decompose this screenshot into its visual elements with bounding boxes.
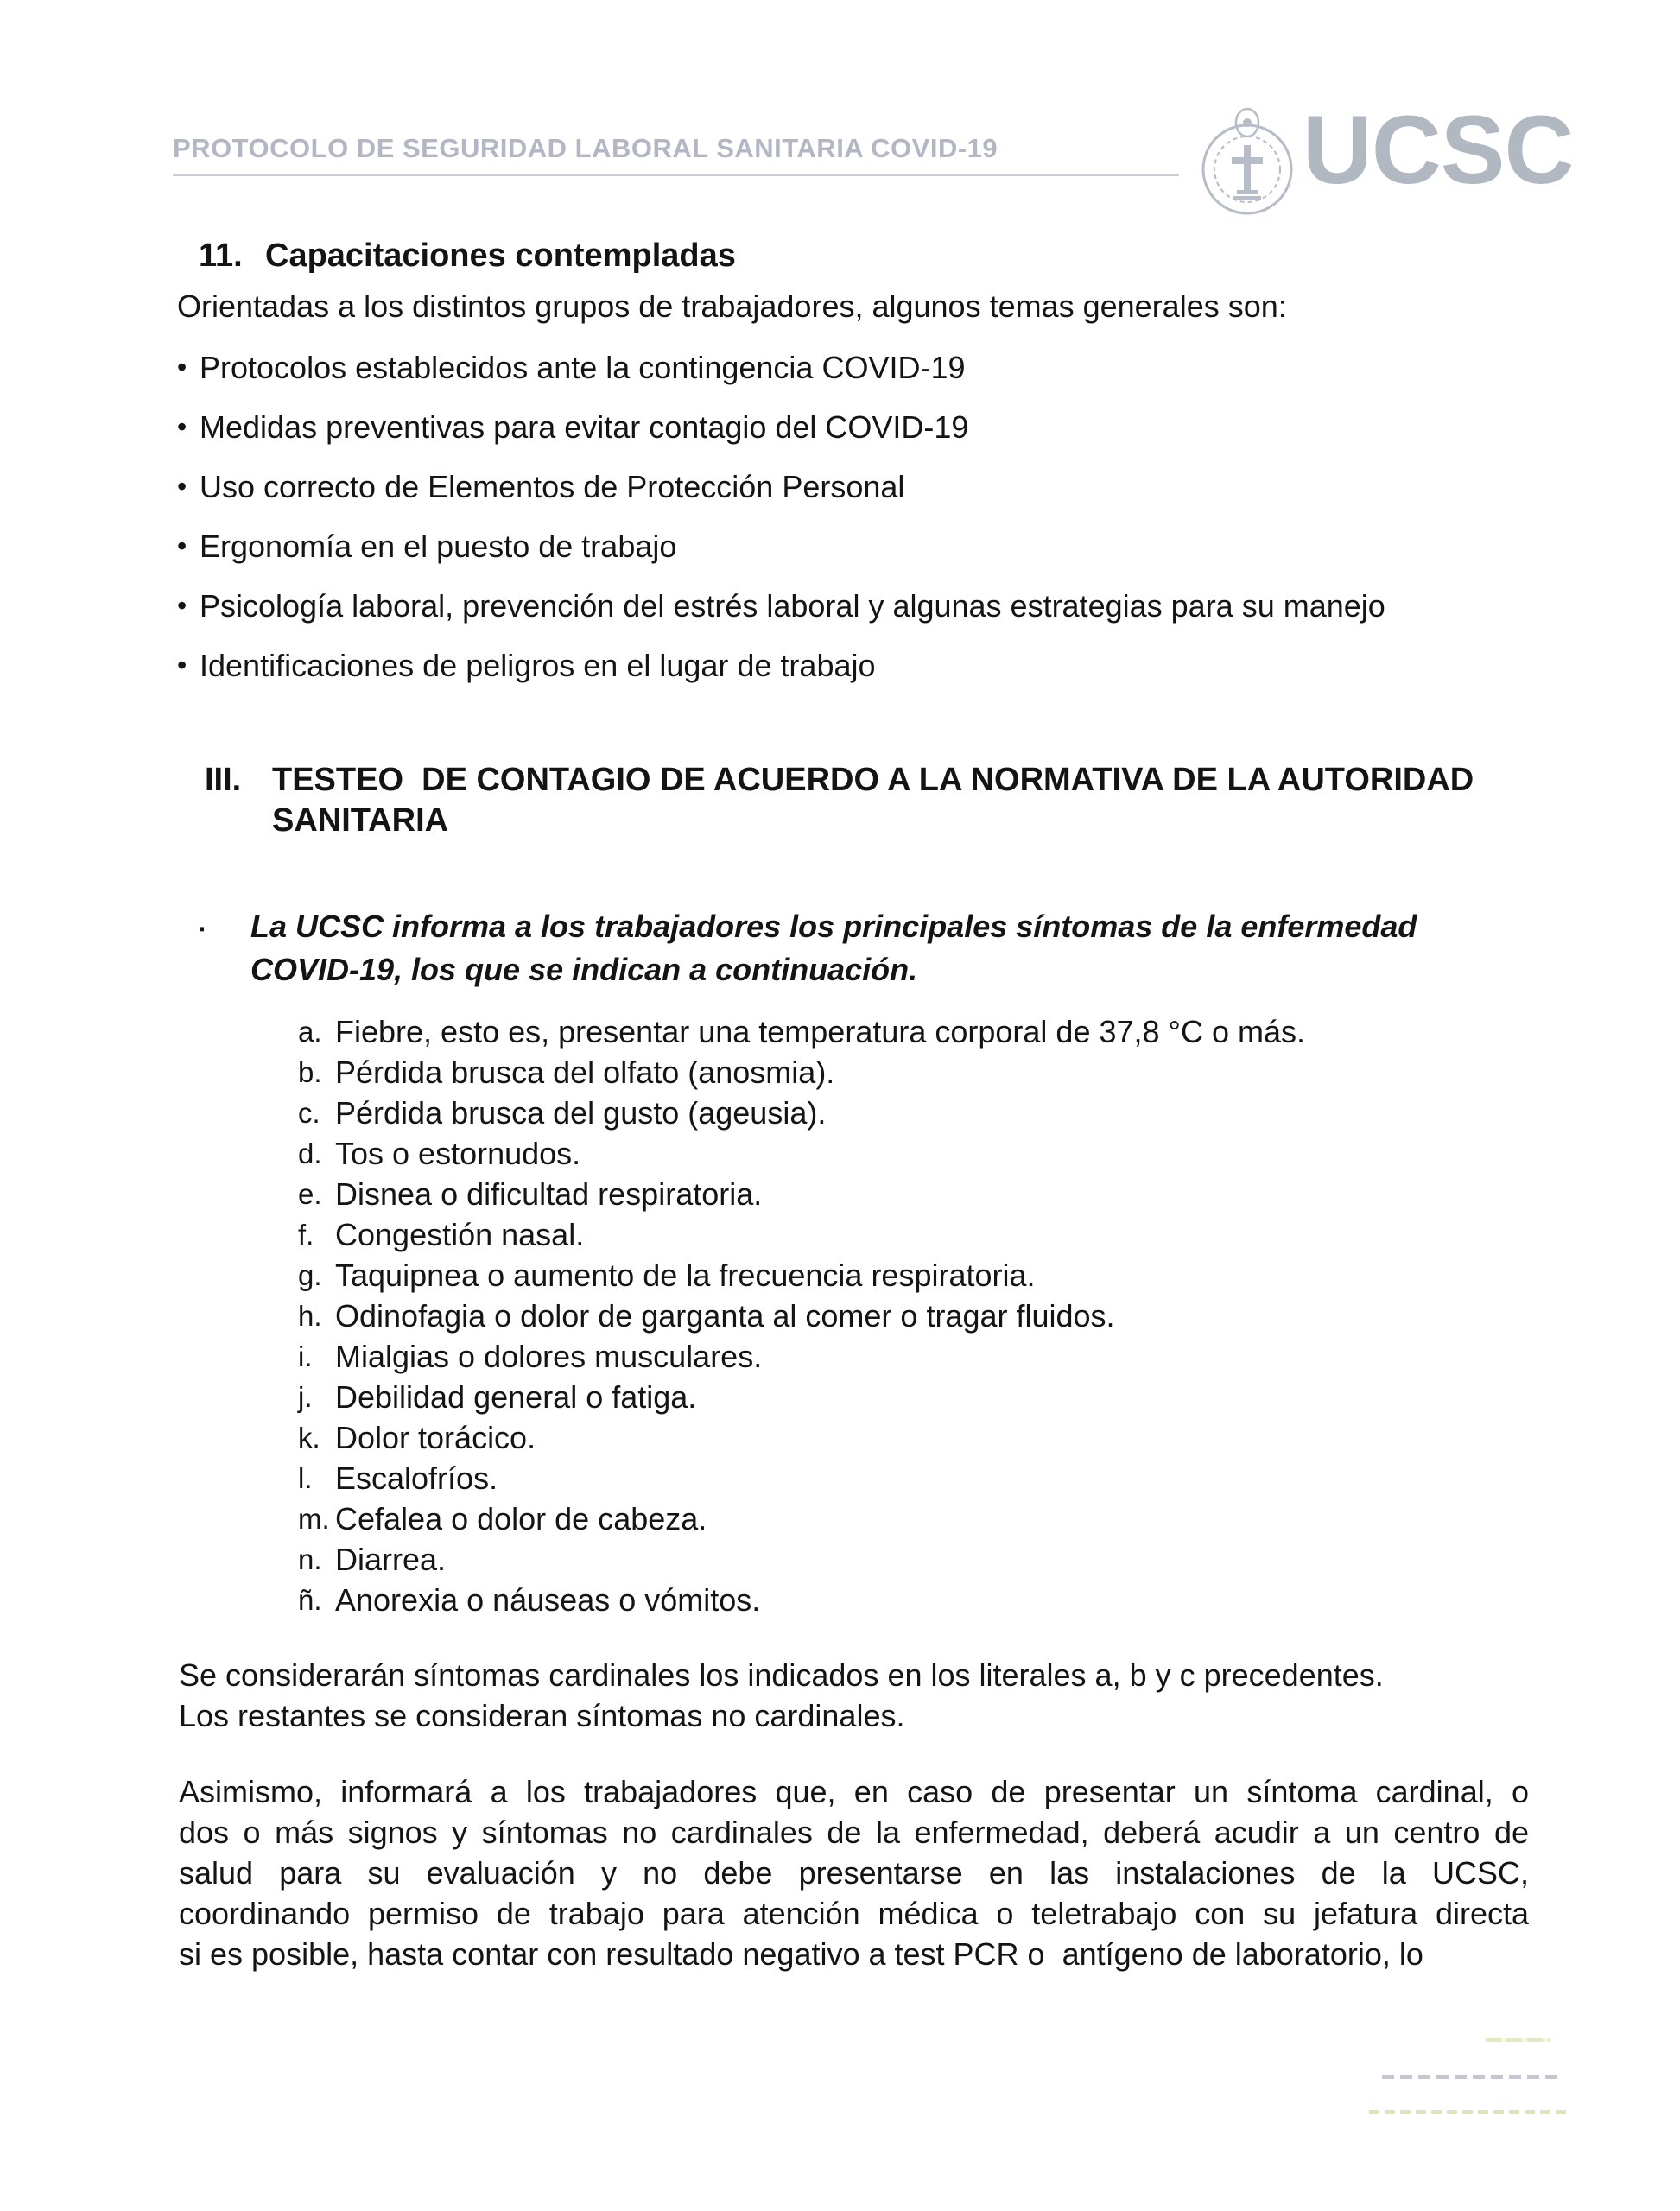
page-header-title: PROTOCOLO DE SEGURIDAD LABORAL SANITARIA COVID-19: [173, 133, 998, 163]
asimismo-paragraph: [179, 1771, 1529, 1974]
symptom-letter-marker: f.: [298, 1219, 314, 1251]
cardinales-paragraph: [179, 1655, 1529, 1736]
capacitaciones-intro-paragraph: Orientadas a los distintos grupos de trabajadores, algunos temas generales son:: [177, 288, 1287, 324]
section-iii-title-line: TESTEO DE CONTAGIO DE ACUERDO A LA NORMATIVA DE LA AUTORIDAD: [272, 762, 1474, 798]
bullet-icon: •: [177, 530, 187, 561]
symptom-text: Odinofagia o dolor de garganta al comer o tragar fluidos.: [335, 1298, 1115, 1334]
symptom-item: [298, 1255, 1305, 1296]
symptom-letter-marker: h.: [298, 1300, 322, 1332]
list-item: [177, 526, 1576, 567]
paragraph-line: si es posible, hasta contar con resultado negativo a test PCR o antígeno de laboratorio, lo: [179, 1936, 1423, 1972]
symptom-text: Cefalea o dolor de cabeza.: [335, 1501, 707, 1536]
list-item-text: Medidas preventivas para evitar contagio del COVID-19: [200, 409, 969, 445]
symptom-text: Pérdida brusca del olfato (anosmia).: [335, 1055, 835, 1090]
bullet-icon: •: [177, 649, 187, 681]
section-11-heading: [199, 236, 736, 276]
symptom-letter-marker: d.: [298, 1137, 322, 1169]
faded-stamp-mark: [1486, 2038, 1550, 2042]
paragraph-line: dos o más signos y síntomas no cardinales de la enfermedad, deberá acudir a un centro de: [179, 1815, 1529, 1850]
symptom-item: [298, 1377, 1305, 1417]
list-item: [177, 586, 1576, 626]
section-11-title: Capacitaciones contempladas: [265, 238, 736, 274]
symptom-text: Taquipnea o aumento de la frecuencia respiratoria.: [335, 1258, 1036, 1293]
paragraph-line: salud para su evaluación y no debe presentarse en las instalaciones de la UCSC,: [179, 1855, 1529, 1891]
symptom-letter-marker: k.: [298, 1422, 320, 1454]
symptom-item: [298, 1580, 1305, 1620]
lead-line: COVID-19, los que se indican a continuación.: [250, 952, 918, 987]
symptom-letter-marker: n.: [298, 1543, 322, 1575]
section-iii-title: [272, 760, 1474, 841]
list-item-text: Ergonomía en el puesto de trabajo: [200, 529, 677, 564]
list-item-text: Uso correcto de Elementos de Protección Personal: [200, 469, 905, 504]
list-item-text: Identificaciones de peligros en el lugar de trabajo: [200, 648, 876, 683]
symptom-item: [298, 1011, 1305, 1052]
symptom-item: [298, 1296, 1305, 1336]
symptom-letter-marker: j.: [298, 1381, 313, 1413]
symptoms-lead-statement: [199, 905, 1417, 991]
symptom-text: Fiebre, esto es, presentar una temperatura corporal de 37,8 °C o más.: [335, 1014, 1305, 1049]
symptom-item: [298, 1336, 1305, 1377]
list-item-text: Protocolos establecidos ante la contingencia COVID-19: [200, 350, 966, 385]
symptom-text: Congestión nasal.: [335, 1217, 585, 1252]
symptom-letter-marker: g.: [298, 1259, 322, 1291]
symptom-item: [298, 1458, 1305, 1498]
symptoms-lead-text: [250, 905, 1417, 991]
symptom-text: Debilidad general o fatiga.: [335, 1379, 697, 1415]
symptoms-lettered-list: [298, 1011, 1305, 1620]
symptom-letter-marker: i.: [298, 1340, 313, 1372]
section-iii-title-line: SANITARIA: [272, 802, 449, 839]
symptom-letter-marker: m.: [298, 1503, 330, 1535]
bullet-icon: •: [177, 411, 187, 442]
symptom-item: [298, 1214, 1305, 1255]
symptom-letter-marker: e.: [298, 1178, 322, 1210]
symptom-item: [298, 1174, 1305, 1214]
list-item-text: Psicología laboral, prevención del estrés laboral y algunas estrategias para su manejo: [200, 588, 1385, 624]
symptom-text: Dolor torácico.: [335, 1420, 536, 1455]
symptom-item: [298, 1052, 1305, 1093]
list-item: [177, 347, 1576, 388]
section-iii-number: III.: [205, 762, 242, 798]
section-11-number: 11.: [199, 238, 243, 274]
paragraph-line: Se considerarán síntomas cardinales los indicados en los literales a, b y c precedentes.: [179, 1657, 1384, 1693]
symptom-letter-marker: a.: [298, 1016, 322, 1048]
symptom-item: [298, 1539, 1305, 1580]
symptom-letter-marker: l.: [298, 1462, 313, 1494]
capacitaciones-bullet-list: [177, 347, 1576, 705]
square-bullet-icon: ▪: [199, 920, 206, 939]
symptom-item: [298, 1417, 1305, 1458]
symptom-letter-marker: c.: [298, 1097, 320, 1129]
symptom-text: Escalofríos.: [335, 1460, 498, 1496]
symptom-item: [298, 1133, 1305, 1174]
symptom-item: [298, 1498, 1305, 1539]
bullet-icon: •: [177, 471, 187, 502]
symptom-letter-marker: ñ.: [298, 1584, 322, 1616]
ucsc-logo-wordmark: UCSC: [1303, 96, 1574, 204]
lead-line: La UCSC informa a los trabajadores los principales síntomas de la enfermedad: [250, 909, 1417, 944]
symptom-text: Pérdida brusca del gusto (ageusia).: [335, 1095, 827, 1131]
header-divider: [173, 174, 1179, 176]
paragraph-line: coordinando permiso de trabajo para atención médica o teletrabajo con su jefatura directa: [179, 1896, 1529, 1931]
paragraph-line: Asimismo, informará a los trabajadores que, en caso de presentar un síntoma cardinal, o: [179, 1774, 1529, 1809]
symptom-letter-marker: b.: [298, 1056, 322, 1088]
ucsc-seal-icon: [1201, 107, 1294, 221]
list-item: [177, 466, 1576, 507]
bullet-icon: •: [177, 352, 187, 383]
bullet-icon: •: [177, 590, 187, 621]
symptom-text: Anorexia o náuseas o vómitos.: [335, 1582, 761, 1618]
paragraph-line: Los restantes se consideran síntomas no cardinales.: [179, 1698, 905, 1733]
symptom-text: Diarrea.: [335, 1542, 447, 1577]
symptom-item: [298, 1093, 1305, 1133]
faded-stamp-mark: [1369, 2110, 1568, 2114]
list-item: [177, 645, 1576, 686]
section-iii-heading: [205, 760, 1474, 841]
symptom-text: Mialgias o dolores musculares.: [335, 1339, 763, 1374]
list-item: [177, 407, 1576, 447]
symptom-text: Tos o estornudos.: [335, 1136, 581, 1171]
faded-stamp-mark: [1382, 2075, 1563, 2079]
symptom-text: Disnea o dificultad respiratoria.: [335, 1176, 763, 1212]
